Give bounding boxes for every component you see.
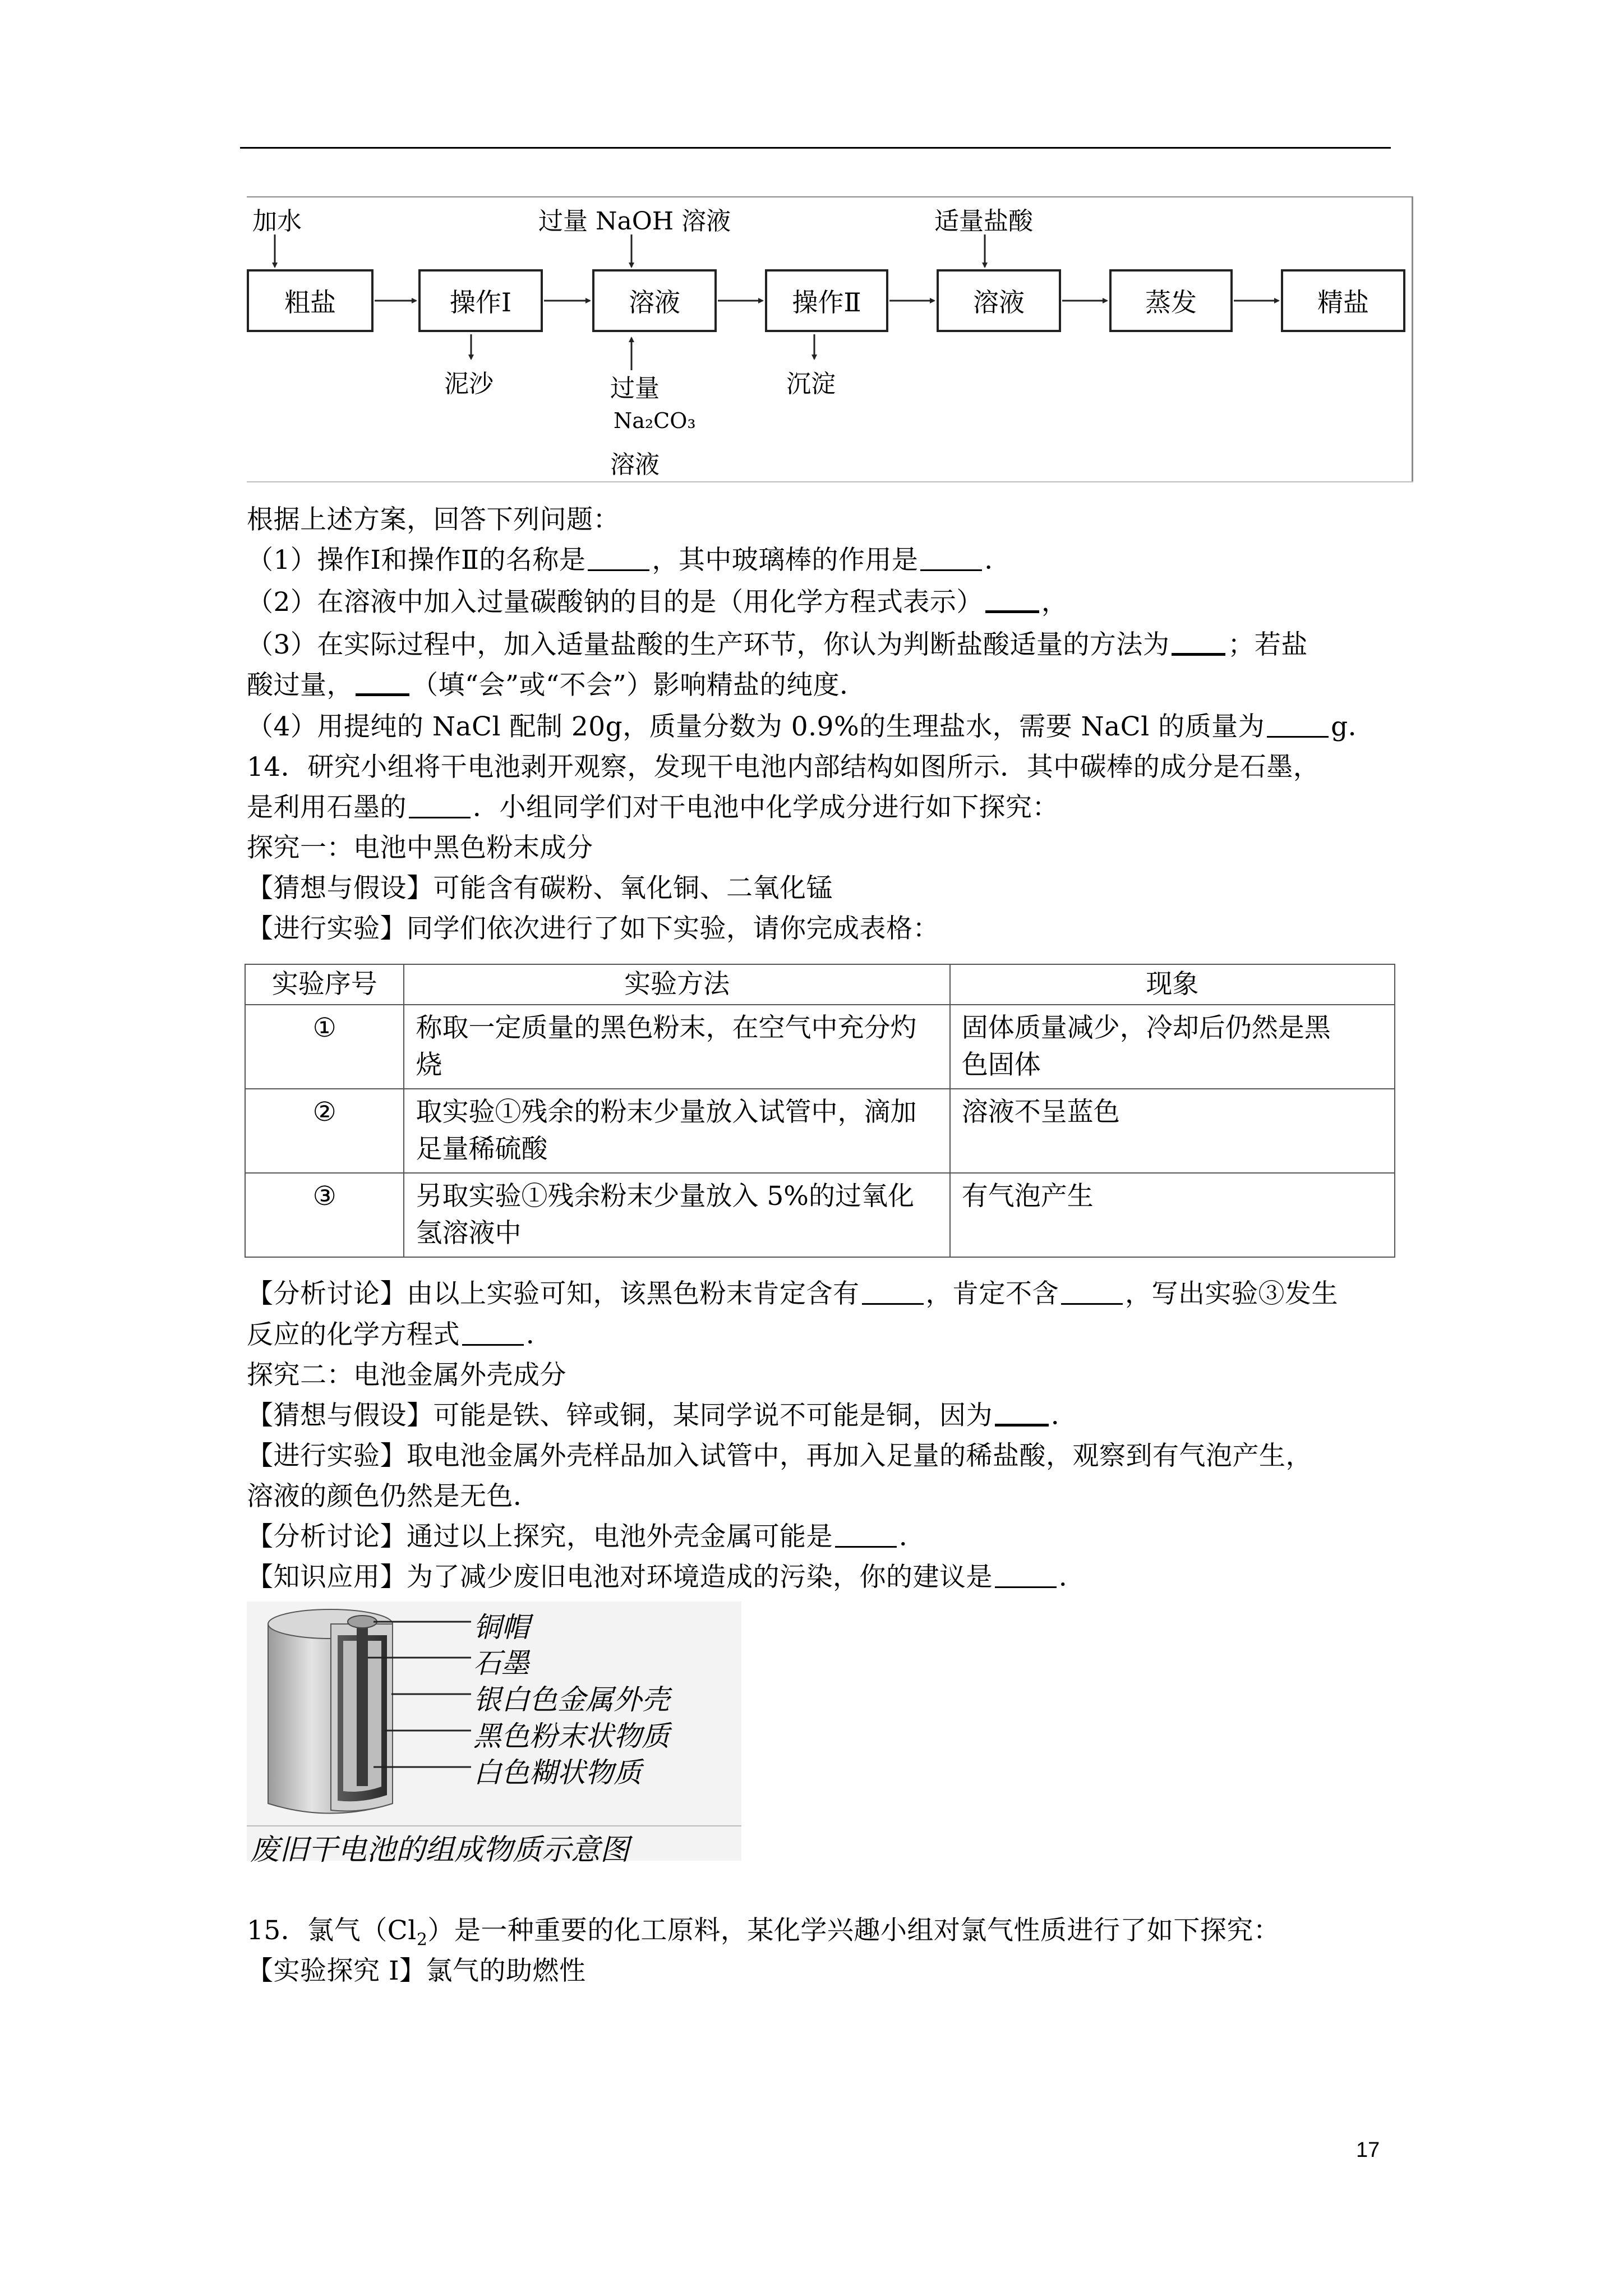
flow-box-crude-salt: 粗盐 [247, 269, 374, 332]
label-graphite: 石墨 [473, 1647, 529, 1680]
flow-box-evaporation: 蒸发 [1109, 269, 1233, 332]
experiment-1: 【进行实验】同学们依次进行了如下实验，请你完成表格： [247, 913, 939, 944]
hypothesis-1: 【猜想与假设】可能含有碳粉、氧化铜、二氧化锰 [247, 873, 833, 904]
flow-box-refined-salt: 精盐 [1281, 269, 1405, 332]
table-header-result: 现象 [950, 964, 1395, 1005]
battery-diagram [247, 1602, 741, 1867]
label-proper-hcl: 适量盐酸 [934, 207, 1033, 236]
label-na2co3: Na₂CO₃ [614, 408, 696, 433]
table-header-no: 实验序号 [245, 964, 404, 1005]
flow-box-solution-1: 溶液 [592, 269, 717, 332]
explore-2-title: 探究二：电池金属外壳成分 [247, 1360, 566, 1391]
analysis-1-cont: 反应的化学方程式 ． [247, 1319, 553, 1350]
analysis-2: 【分析讨论】通过以上探究，电池外壳金属可能是 ． [247, 1521, 926, 1552]
table-cell-result: 溶液不呈蓝色 [950, 1089, 1395, 1173]
table-cell-result: 固体质量减少，冷却后仍然是黑 色固体 [950, 1005, 1395, 1089]
table-cell-method: 另取实验①残余粉末少量放入 5%的过氧化 氢溶液中 [404, 1173, 949, 1257]
table-cell-no: ① [245, 1005, 404, 1089]
table-header-method: 实验方法 [404, 964, 949, 1005]
label-add-water: 加水 [252, 207, 302, 236]
label-solution: 溶液 [610, 450, 660, 479]
label-excess-naoh: 过量 NaOH 溶液 [538, 207, 731, 236]
question-15: 15．氯气$(Cl_2)$是一种重要的化工原料，某化学兴趣小组对氯气性质进行了如下探究： [247, 1915, 1280, 1950]
flow-box-operation-2: 操作Ⅱ [765, 269, 888, 332]
table-cell-result: 有气泡产生 [950, 1173, 1395, 1257]
table-row [245, 1005, 1395, 1089]
purification-flowchart [247, 196, 1413, 482]
label-excess: 过量 [610, 374, 660, 403]
label-sediment: 泥沙 [444, 370, 494, 398]
flow-box-operation-1: 操作Ⅰ [418, 269, 543, 332]
explore-1-title: 探究一：电池中黑色粉末成分 [247, 832, 593, 863]
table-cell-method: 取实验①残余的粉末少量放入试管中，滴加 足量稀硫酸 [404, 1089, 949, 1173]
table-header-row [245, 964, 1395, 1005]
table-row [245, 1089, 1395, 1173]
question-3-cont: 酸过量， （填“会”或“不会”）影响精盐的纯度． [247, 670, 866, 701]
flowchart-arrows [247, 196, 1413, 482]
label-precipitate: 沉淀 [786, 370, 836, 398]
intro-line: 根据上述方案，回答下列问题： [247, 504, 620, 535]
table-cell-no: ③ [245, 1173, 404, 1257]
label-black-powder: 黑色粉末状物质 [473, 1720, 670, 1752]
question-14-cont: 是利用石墨的 ．小组同学们对干电池中化学成分进行如下探究： [247, 792, 1059, 823]
question-14: 14．研究小组将干电池剥开观察，发现干电池内部结构如图所示．其中碳棒的成分是石墨， [247, 752, 1320, 783]
experiment-2-cont: 溶液的颜色仍然是无色． [247, 1481, 540, 1512]
label-white-paste: 白色糊状物质 [473, 1756, 642, 1789]
question-4: （4）用提纯的 NaCl 配制 20g，质量分数为 0.9%的生理盐水，需要 NaCl 的质量为 g． [247, 711, 1375, 742]
table-cell-method: 称取一定质量的黑色粉末，在空气中充分灼 烧 [404, 1005, 949, 1089]
question-2: （2）在溶液中加入过量碳酸钠的目的是（用化学方程式表示） ， [247, 587, 1068, 618]
label-copper-cap: 铜帽 [473, 1611, 529, 1644]
label-metal-shell: 银白色金属外壳 [473, 1683, 670, 1716]
flow-box-solution-2: 溶液 [937, 269, 1061, 332]
experiment-2: 【进行实验】取电池金属外壳样品加入试管中，再加入足量的稀盐酸，观察到有气泡产生， [247, 1441, 1312, 1471]
hypothesis-2: 【猜想与假设】可能是铁、锌或铜，某同学说不可能是铜，因为 ． [247, 1400, 1078, 1431]
analysis-1: 【分析讨论】由以上实验可知，该黑色粉末肯定含有 ，肯定不含 ，写出实验③发生 [247, 1278, 1338, 1309]
experiment-table [245, 964, 1395, 1258]
battery-caption: 废旧干电池的组成物质示意图 [250, 1833, 630, 1867]
table-cell-no: ② [245, 1089, 404, 1173]
header-rule [240, 147, 1391, 149]
question-1: （1）操作Ⅰ和操作Ⅱ的名称是 ，其中玻璃棒的作用是 ． [247, 545, 1011, 576]
page-number: 17 [1356, 2138, 1380, 2162]
knowledge-application: 【知识应用】为了减少废旧电池对环境造成的污染，你的建议是 ． [247, 1562, 1086, 1593]
table-row [245, 1173, 1395, 1257]
question-3: （3）在实际过程中，加入适量盐酸的生产环节，你认为判断盐酸适量的方法为 ；若盐 [247, 629, 1308, 660]
experiment-3-title: 【实验探究 Ⅰ】氯气的助燃性 [247, 1955, 586, 1986]
